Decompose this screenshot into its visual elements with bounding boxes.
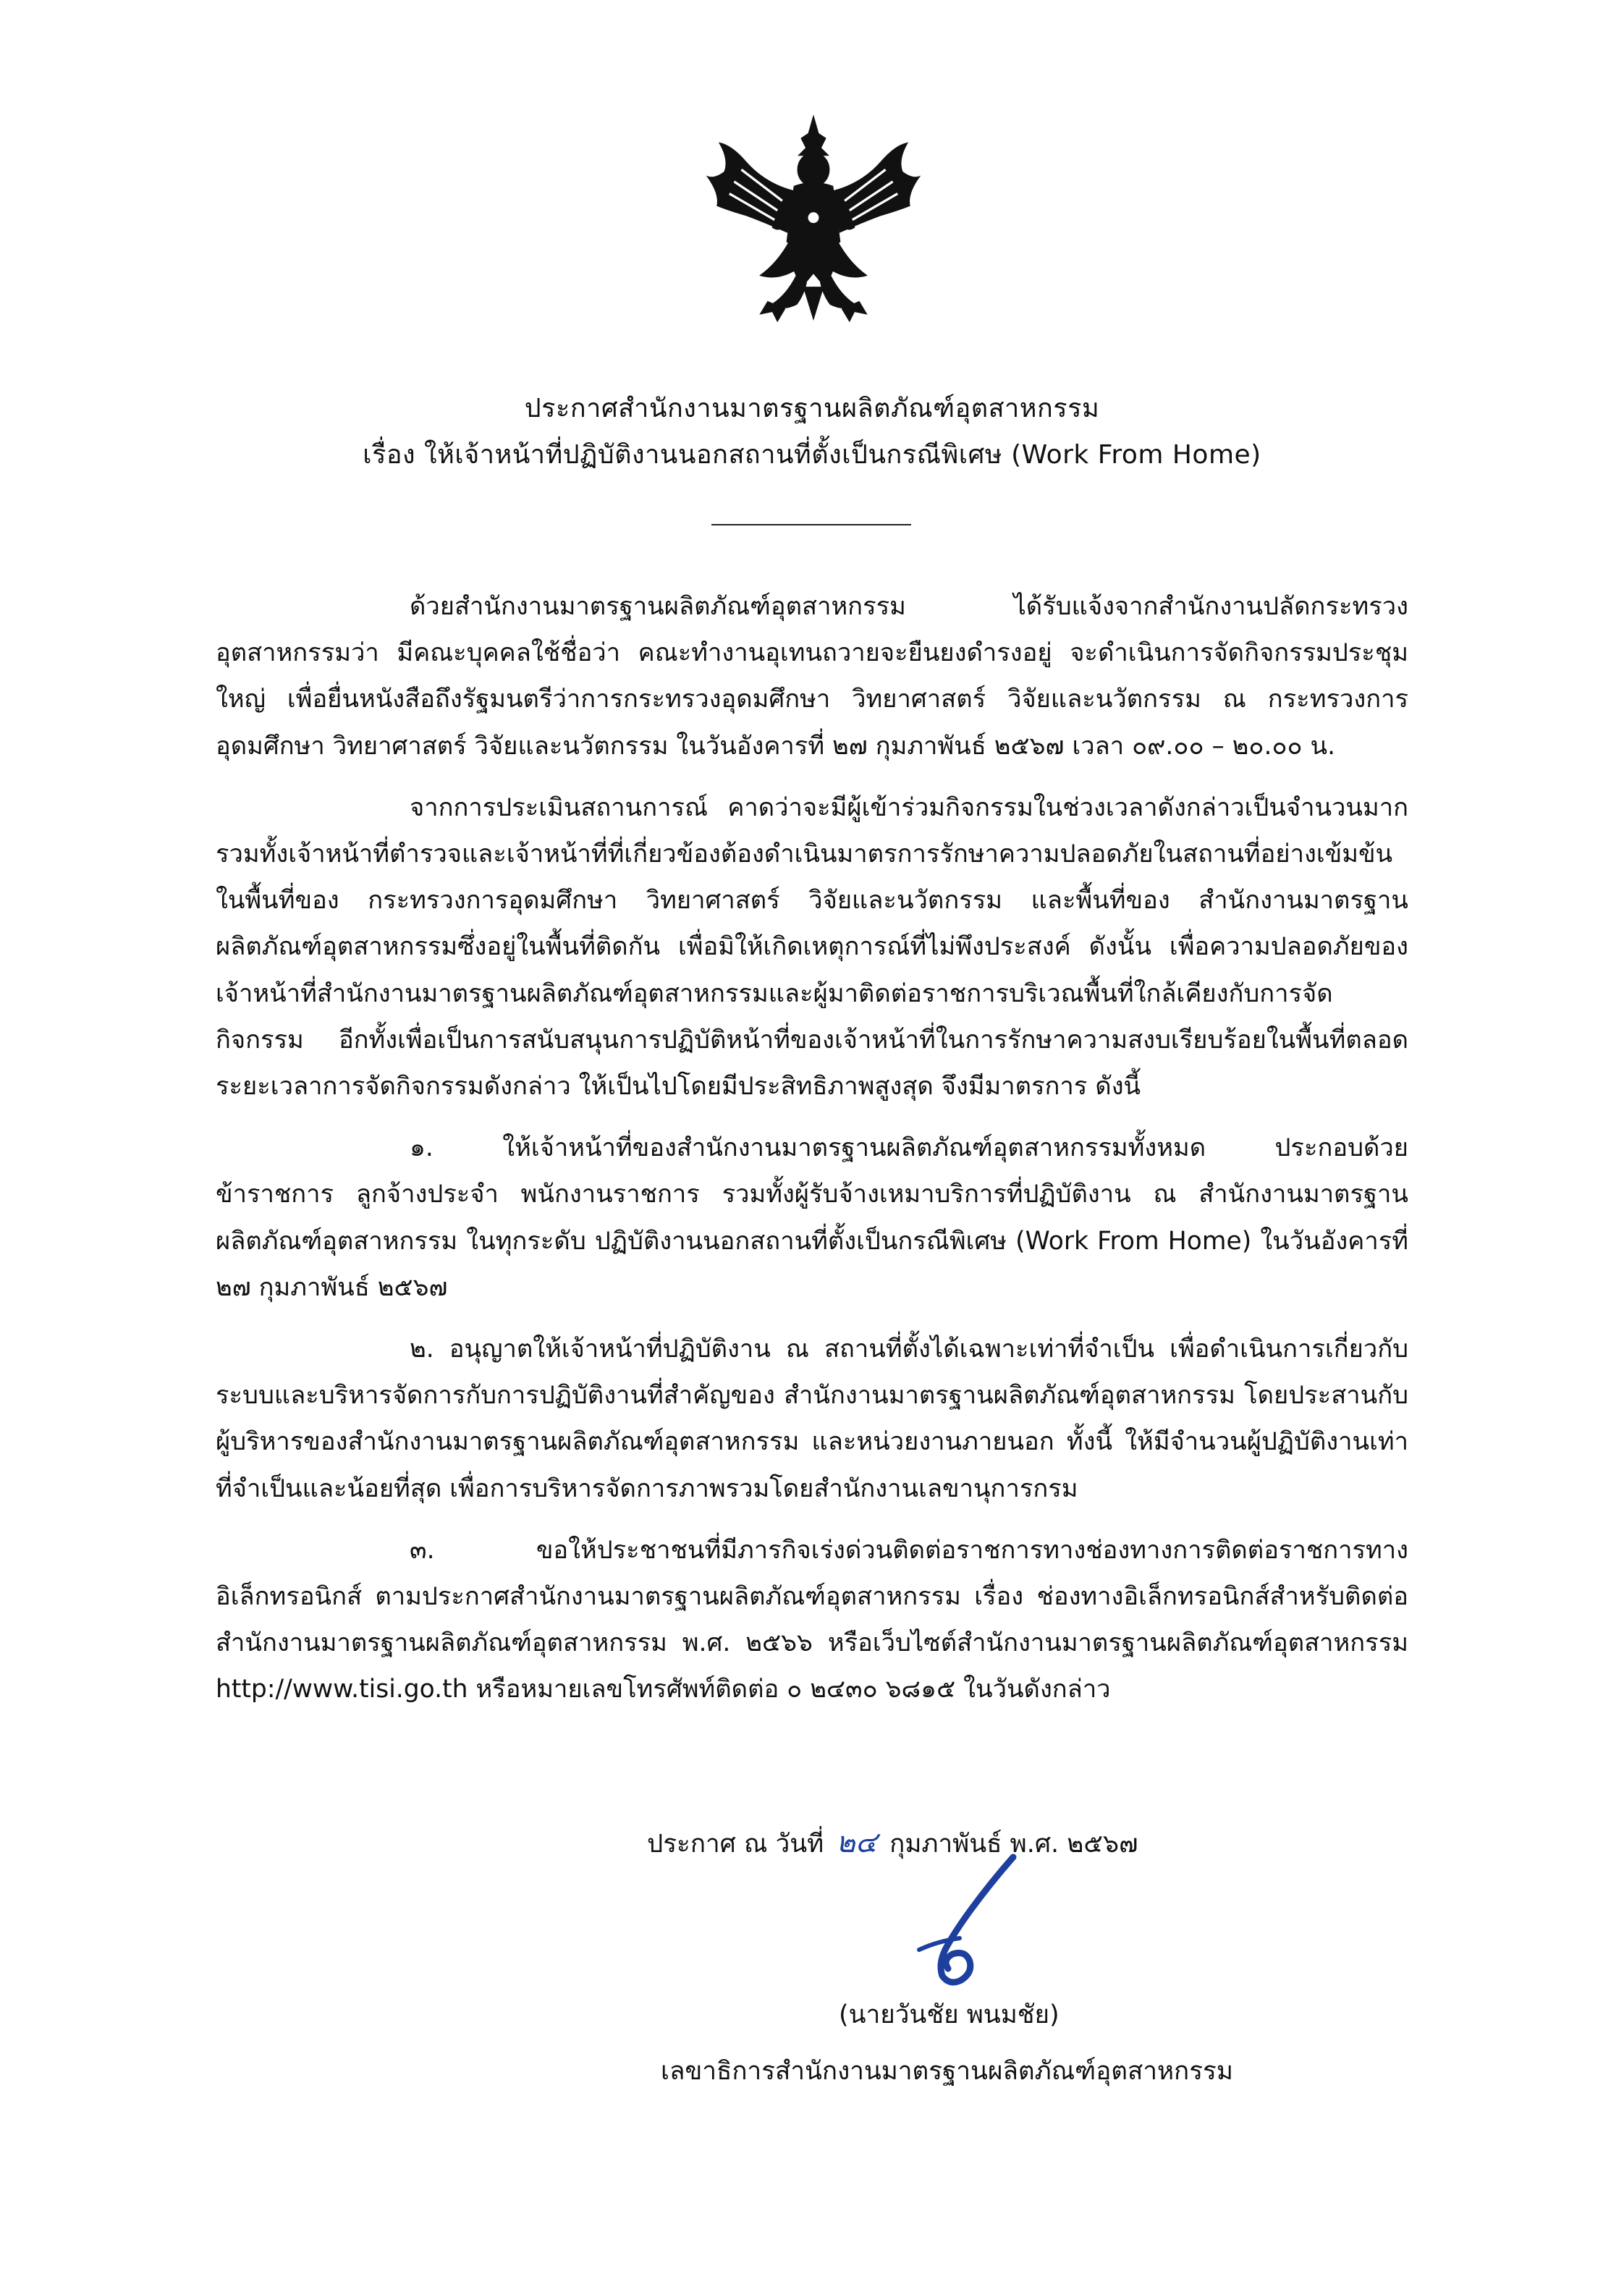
signer-name: (นายวันชัย พนมชัย): [839, 2000, 1060, 2029]
announcement-day: ๒๔: [836, 1826, 878, 1859]
paragraph-measure-1-text: ๑. ให้เจ้าหน้าที่ของสำนักงานมาตรฐานผลิตภัณฑ์อุตสาหกรรมทั้งหมด ประกอบด้วย ข้าราชการ ลูกจ้างประจำ พนักงานราชการ รวมทั้งผู้รับจ้างเหมาบริการที่ปฏิบัติงาน ณ สำนักงานมาตรฐานผลิตภัณฑ์อุตสาหกรรม ในทุกระดับ ปฏิบัติงานนอกสถานที่ตั้งเป็นกรณีพิเศษ (Work From Home) ในวันอังคารที่ ๒๗ กุมภาพันธ์ ๒๕๖๗: [216, 1133, 1408, 1302]
announcement-date-prefix: ประกาศ ณ วันที่: [647, 1830, 824, 1859]
paragraph-measure-3-text: ๓. ขอให้ประชาชนที่มีภารกิจเร่งด่วนติดต่อราชการทางช่องทางการติดต่อราชการทางอิเล็กทรอนิกส์ ตามประกาศสำนักงานมาตรฐานผลิตภัณฑ์อุตสาหกรรม เรื่อง ช่องทางอิเล็กทรอนิกส์สำหรับติดต่อสำนักงานมาตรฐานผลิตภัณฑ์อุตสาหกรรม พ.ศ. ๒๕๖๖ หรือเว็บไซต์สำนักงานมาตรฐานผลิตภัณฑ์อุตสาหกรรม http://www.tisi.go.th หรือหมายเลขโทรศัพท์ติดต่อ ๐ ๒๔๓๐ ๖๘๑๕ ในวันดังกล่าว: [216, 1535, 1408, 1704]
announcement-date: [647, 1824, 1138, 1863]
handwritten-signature: [905, 1853, 1020, 1990]
title-divider: [711, 524, 911, 525]
announcement-month-year: กุมภาพันธ์ พ.ศ. ๒๕๖๗: [889, 1830, 1138, 1859]
paragraph-measure-3: [216, 1527, 1408, 1713]
document-body: [216, 583, 1408, 1713]
paragraph-assessment-text: จากการประเมินสถานการณ์ คาดว่าจะมีผู้เข้าร่วมกิจกรรมในช่วงเวลาดังกล่าวเป็นจำนวนมาก รวมทั้งเจ้าหน้าที่ตำรวจและเจ้าหน้าที่ที่เกี่ยวข้องต้องดำเนินมาตรการรักษาความปลอดภัยในสถานที่อย่างเข้มข้น ในพื้นที่ของ กระทรวงการอุดมศึกษา วิทยาศาสตร์ วิจัยและนวัตกรรม และพื้นที่ของ สำนักงานมาตรฐานผลิตภัณฑ์อุตสาหกรรมซึ่งอยู่ในพื้นที่ติดกัน เพื่อมิให้เกิดเหตุการณ์ที่ไม่พึงประสงค์ ดังนั้น เพื่อความปลอดภัยของเจ้าหน้าที่สำนักงานมาตรฐานผลิตภัณฑ์อุตสาหกรรมและผู้มาติดต่อราชการบริเวณพื้นที่ใกล้เคียงกับการจัดกิจกรรม อีกทั้งเพื่อเป็นการสนับสนุนการปฏิบัติหน้าที่ของเจ้าหน้าที่ในการรักษาความสงบเรียบร้อยในพื้นที่ตลอดระยะเวลาการจัดกิจกรรมดังกล่าว ให้เป็นไปโดยมีประสิทธิภาพสูงสุด จึงมีมาตรการ ดังนี้: [216, 793, 1408, 1102]
paragraph-intro: [216, 583, 1408, 769]
garuda-emblem-icon: [693, 107, 934, 347]
document-title: ประกาศสำนักงานมาตรฐานผลิตภัณฑ์อุตสาหกรรม: [524, 394, 1100, 423]
paragraph-measure-2-text: ๒. อนุญาตให้เจ้าหน้าที่ปฏิบัติงาน ณ สถานที่ตั้งได้เฉพาะเท่าที่จำเป็น เพื่อดำเนินการเกี่ยวกับระบบและบริหารจัดการกับการปฏิบัติงานที่สำคัญของ สำนักงานมาตรฐานผลิตภัณฑ์อุตสาหกรรม โดยประสานกับผู้บริหารของสำนักงานมาตรฐานผลิตภัณฑ์อุตสาหกรรม และหน่วยงานภายนอก ทั้งนี้ ให้มีจำนวนผู้ปฏิบัติงานเท่าที่จำเป็นและน้อยที่สุด เพื่อการบริหารจัดการภาพรวมโดยสำนักงานเลขานุการกรม: [216, 1335, 1408, 1503]
paragraph-measure-2: [216, 1326, 1408, 1512]
document-subject: เรื่อง ให้เจ้าหน้าที่ปฏิบัติงานนอกสถานที่ตั้งเป็นกรณีพิเศษ (Work From Home): [363, 440, 1261, 470]
paragraph-assessment: [216, 785, 1408, 1110]
paragraph-measure-1: [216, 1125, 1408, 1311]
paragraph-intro-text: ด้วยสำนักงานมาตรฐานผลิตภัณฑ์อุตสาหกรรม ได้รับแจ้งจากสำนักงานปลัดกระทรวงอุตสาหกรรมว่า มีคณะบุคคลใช้ชื่อว่า คณะทำงานอุเทนถวายจะยืนยงดำรงอยู่ จะดำเนินการจัดกิจกรรมประชุมใหญ่ เพื่อยื่นหนังสือถึงรัฐมนตรีว่าการกระทรวงอุดมศึกษา วิทยาศาสตร์ วิจัยและนวัตกรรม ณ กระทรวงการอุดมศึกษา วิทยาศาสตร์ วิจัยและนวัตกรรม ในวันอังคารที่ ๒๗ กุมภาพันธ์ ๒๕๖๗ เวลา ๐๙.๐๐ – ๒๐.๐๐ น.: [216, 592, 1408, 761]
signer-title: เลขาธิการสำนักงานมาตรฐานผลิตภัณฑ์อุตสาหกรรม: [661, 2057, 1233, 2086]
